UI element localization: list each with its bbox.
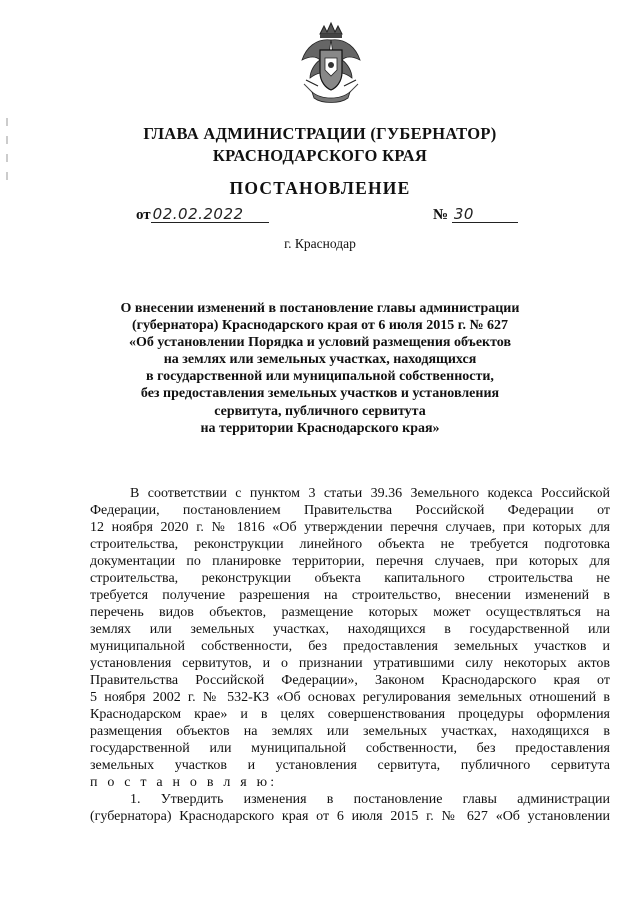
- document-number: [433, 207, 518, 224]
- body-line: Федерации, постановлением Правительства Российской Федерации от: [90, 503, 610, 518]
- title-line: на территории Краснодарского края»: [200, 420, 440, 436]
- body-line: установления сервитутов, и о признании утратившими силу некоторых актов: [90, 656, 610, 671]
- title-line: сервитута, публичного сервитута: [214, 403, 426, 419]
- body-line: 5 ноября 2002 г. № 532-КЗ «Об основах регулирования земельных отношений в: [90, 690, 610, 705]
- document-type: ПОСТАНОВЛЕНИЕ: [229, 178, 411, 198]
- body-line: В соответствии с пунктом 3 статьи 39.36 Земельного кодекса Российской: [130, 486, 610, 501]
- coat-of-arms-icon: [296, 20, 366, 106]
- title-line: «Об установлении Порядка и условий размещения объектов: [128, 335, 512, 351]
- title-line: без предоставления земельных участков и установления: [140, 386, 500, 402]
- title-line: на землях или земельных участках, находящихся: [163, 352, 477, 368]
- date-prefix: от: [136, 207, 151, 223]
- city: г. Краснодар: [284, 236, 356, 251]
- body-line: строительства, реконструкции линейного объекта не требуется подготовка: [90, 537, 610, 552]
- body-line: перечень видов объектов, размещение которых может осуществляться на: [90, 605, 610, 620]
- org-title-line2: КРАСНОДАРСКОГО КРАЯ: [212, 146, 428, 165]
- svg-text:• • •: • • •: [326, 94, 336, 99]
- title-line: в государственной или муниципальной собственности,: [146, 369, 494, 385]
- org-title-line1: ГЛАВА АДМИНИСТРАЦИИ (ГУБЕРНАТОР): [143, 124, 497, 143]
- body-line: государственной или муниципальной собственности, без предоставления: [90, 741, 610, 756]
- number-value: 30: [452, 207, 518, 223]
- number-prefix: №: [433, 207, 449, 223]
- body-line: требуется получение разрешения на строительство, внесении изменений в: [90, 588, 610, 603]
- body-line: землях или земельных участках, находящихся в государственной или: [90, 622, 610, 637]
- body-line-resolve: п о с т а н о в л я ю:: [90, 775, 278, 790]
- body-line: 12 ноября 2020 г. № 1816 «Об утверждении перечня случаев, при которых для: [90, 520, 610, 535]
- title-line: (губернатора) Краснодарского края от 6 июля 2015 г. № 627: [131, 318, 509, 334]
- date-value: 02.02.2022: [151, 207, 269, 223]
- body-line: (губернатора) Краснодарского края от 6 июля 2015 г. № 627 «Об установлении: [90, 809, 610, 824]
- document-date: [136, 207, 269, 224]
- document-title: [0, 300, 640, 437]
- document-body: [90, 485, 610, 825]
- body-line: строительства, реконструкции объекта капитального строительства не: [90, 571, 610, 586]
- body-line: Краснодарском крае» и в целях совершенствования процедуры оформления: [90, 707, 610, 722]
- body-line: Правительства Российской Федерации», Законом Краснодарского края от: [90, 673, 610, 688]
- title-line: О внесении изменений в постановление главы администрации: [120, 301, 520, 316]
- body-line: муниципальной собственности, без предоставления земельных участков и: [90, 639, 610, 654]
- body-line: размещения объектов на землях или земельных участках, находящихся в: [90, 724, 610, 739]
- body-line: 1. Утвердить изменения в постановление главы администрации: [130, 792, 610, 807]
- body-line: земельных участков и установления сервитута, публичного сервитута: [90, 758, 610, 773]
- body-line: документации по планировке территории, перечня случаев, при которых для: [90, 554, 610, 569]
